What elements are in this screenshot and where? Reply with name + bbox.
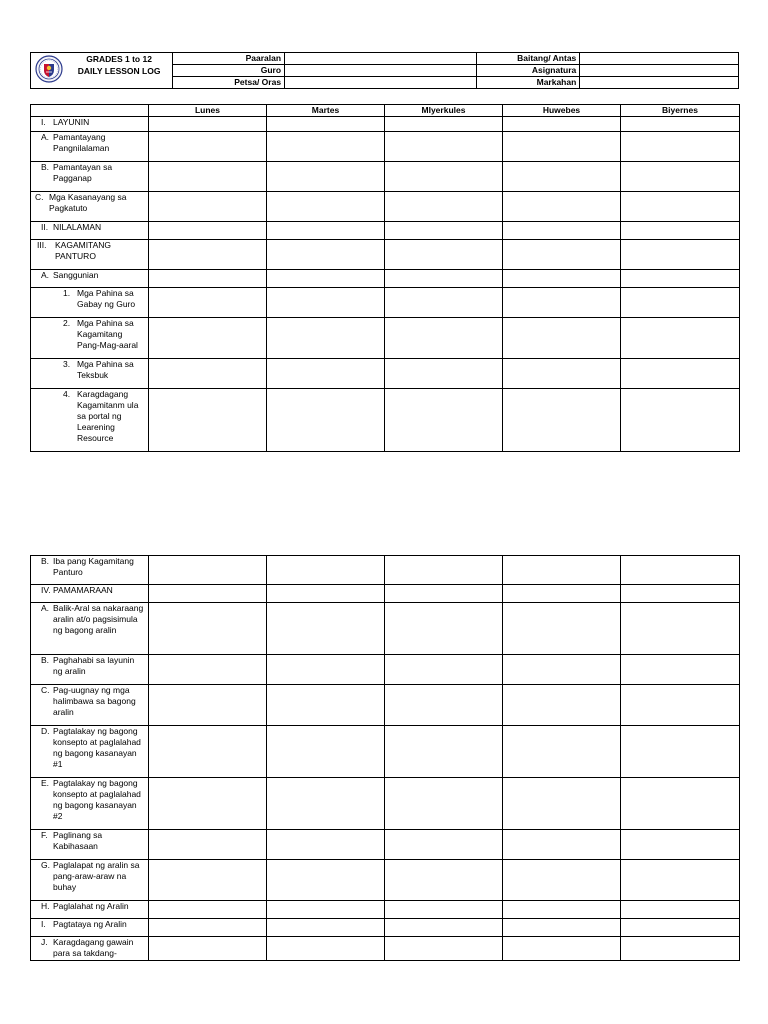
cell-biyernes[interactable] xyxy=(621,685,740,726)
cell-martes[interactable] xyxy=(267,240,385,270)
cell-biyernes[interactable] xyxy=(621,192,740,222)
row-text: Mga Pahina sa Gabay ng Guro xyxy=(77,288,136,309)
table-row xyxy=(31,318,740,359)
row-label-content xyxy=(33,685,144,718)
cell-martes[interactable] xyxy=(267,655,385,685)
cell-martes[interactable] xyxy=(267,132,385,162)
cell-huwebes[interactable] xyxy=(503,778,621,830)
row-label xyxy=(31,318,149,359)
row-label xyxy=(31,556,149,585)
table-row xyxy=(31,585,740,603)
cell-lunes[interactable] xyxy=(149,778,267,830)
table-row xyxy=(31,655,740,685)
row-text: Pagtalakay ng bagong konsepto at paglalahad ng bagong kasanayan #1 xyxy=(53,726,141,769)
row-text: Paglalahat ng Aralin xyxy=(53,901,129,911)
cell-martes[interactable] xyxy=(267,192,385,222)
day-biyernes: Biyernes xyxy=(621,105,740,117)
row-label-content xyxy=(33,585,144,596)
cell-biyernes[interactable] xyxy=(621,778,740,830)
cell-huwebes[interactable] xyxy=(503,937,621,961)
row-label-content xyxy=(33,830,144,852)
cell-biyernes[interactable] xyxy=(621,318,740,359)
cell-lunes[interactable] xyxy=(149,389,267,452)
cell-huwebes[interactable] xyxy=(503,132,621,162)
cell-huwebes[interactable] xyxy=(503,192,621,222)
cell-biyernes[interactable] xyxy=(621,222,740,240)
lesson-table-2-body xyxy=(31,556,740,961)
row-label xyxy=(31,778,149,830)
cell-lunes[interactable] xyxy=(149,603,267,655)
row-label-content xyxy=(33,726,144,770)
field-petsa[interactable] xyxy=(285,77,477,89)
row-label-content xyxy=(33,556,144,578)
cell-biyernes[interactable] xyxy=(621,389,740,452)
cell-lunes[interactable] xyxy=(149,288,267,318)
cell-miyerkules[interactable] xyxy=(385,603,503,655)
lesson-table-1 xyxy=(30,104,740,452)
header-table xyxy=(30,52,739,89)
row-text: Paglalapat ng aralin sa pang-araw-araw na buhay xyxy=(53,860,140,892)
cell-lunes[interactable] xyxy=(149,685,267,726)
cell-miyerkules[interactable] xyxy=(385,685,503,726)
row-number: H. xyxy=(41,901,50,911)
row-number: D. xyxy=(41,726,50,736)
cell-biyernes[interactable] xyxy=(621,901,740,919)
deped-seal xyxy=(31,53,67,89)
row-text: Pamantayan sa Pagganap xyxy=(53,162,113,183)
row-label xyxy=(31,585,149,603)
field-markahan[interactable] xyxy=(580,77,739,89)
row-text: Iba pang Kagamitang Panturo xyxy=(53,556,134,577)
row-label-content xyxy=(33,288,144,310)
label-baitang: Baitang/ Antas xyxy=(476,53,579,65)
cell-miyerkules[interactable] xyxy=(385,901,503,919)
cell-biyernes[interactable] xyxy=(621,860,740,901)
row-number: A. xyxy=(41,270,50,280)
row-number: 3. xyxy=(63,359,71,369)
cell-miyerkules[interactable] xyxy=(385,860,503,901)
row-label xyxy=(31,117,149,132)
row-label xyxy=(31,359,149,389)
row-text: Balik-Aral sa nakaraang aralin at/o pagsisimula ng bagong aralin xyxy=(53,603,144,635)
table-row xyxy=(31,603,740,655)
cell-lunes[interactable] xyxy=(149,860,267,901)
cell-lunes[interactable] xyxy=(149,270,267,288)
row-number: 1. xyxy=(63,288,71,298)
row-number: B. xyxy=(41,162,50,172)
cell-lunes[interactable] xyxy=(149,222,267,240)
row-label-content xyxy=(33,162,144,184)
cell-martes[interactable] xyxy=(267,919,385,937)
cell-biyernes[interactable] xyxy=(621,655,740,685)
cell-huwebes[interactable] xyxy=(503,359,621,389)
table-row xyxy=(31,288,740,318)
cell-martes[interactable] xyxy=(267,937,385,961)
row-label xyxy=(31,919,149,937)
row-text: Paghahabi sa layunin ng aralin xyxy=(53,655,135,676)
row-label-content xyxy=(33,778,144,822)
cell-miyerkules[interactable] xyxy=(385,655,503,685)
row-label xyxy=(31,685,149,726)
row-label xyxy=(31,830,149,860)
row-text: Pag-uugnay ng mga halimbawa sa bagong aralin xyxy=(53,685,136,717)
row-text: Mga Kasanayang sa Pagkatuto xyxy=(49,192,127,213)
field-guro[interactable] xyxy=(285,65,477,77)
cell-huwebes[interactable] xyxy=(503,830,621,860)
row-label-content xyxy=(33,240,144,262)
row-label xyxy=(31,389,149,452)
table-row xyxy=(31,778,740,830)
row-number: 2. xyxy=(63,318,71,328)
row-number: A. xyxy=(41,603,50,613)
cell-miyerkules[interactable] xyxy=(385,288,503,318)
cell-miyerkules[interactable] xyxy=(385,556,503,585)
cell-martes[interactable] xyxy=(267,389,385,452)
lesson-table-1-body xyxy=(31,117,740,452)
row-label xyxy=(31,132,149,162)
table-row xyxy=(31,192,740,222)
cell-lunes[interactable] xyxy=(149,726,267,778)
cell-huwebes[interactable] xyxy=(503,162,621,192)
row-label xyxy=(31,240,149,270)
cell-huwebes[interactable] xyxy=(503,585,621,603)
row-label-content xyxy=(33,860,144,893)
label-asignatura: Asignatura xyxy=(476,65,579,77)
cell-martes[interactable] xyxy=(267,556,385,585)
title-block xyxy=(67,53,172,89)
field-asignatura[interactable] xyxy=(580,65,739,77)
row-text: Mga Pahina sa Teksbuk xyxy=(77,359,134,380)
cell-miyerkules[interactable] xyxy=(385,222,503,240)
day-huwebes: Huwebes xyxy=(503,105,621,117)
row-number: J. xyxy=(41,937,48,947)
row-label xyxy=(31,288,149,318)
cell-huwebes[interactable] xyxy=(503,318,621,359)
cell-biyernes[interactable] xyxy=(621,585,740,603)
cell-miyerkules[interactable] xyxy=(385,132,503,162)
cell-miyerkules[interactable] xyxy=(385,830,503,860)
row-number: G. xyxy=(41,860,50,870)
cell-huwebes[interactable] xyxy=(503,240,621,270)
table-row xyxy=(31,685,740,726)
cell-huwebes[interactable] xyxy=(503,222,621,240)
row-number: I. xyxy=(41,919,46,929)
row-text: LAYUNIN xyxy=(53,117,90,127)
cell-miyerkules[interactable] xyxy=(385,389,503,452)
cell-huwebes[interactable] xyxy=(503,556,621,585)
row-label xyxy=(31,270,149,288)
cell-martes[interactable] xyxy=(267,270,385,288)
cell-martes[interactable] xyxy=(267,778,385,830)
cell-biyernes[interactable] xyxy=(621,603,740,655)
field-baitang[interactable] xyxy=(580,53,739,65)
row-label xyxy=(31,860,149,901)
cell-biyernes[interactable] xyxy=(621,556,740,585)
table-row xyxy=(31,117,740,132)
row-number: B. xyxy=(41,655,50,665)
cell-biyernes[interactable] xyxy=(621,132,740,162)
cell-lunes[interactable] xyxy=(149,919,267,937)
cell-huwebes[interactable] xyxy=(503,655,621,685)
grades-title: GRADES 1 to 12 xyxy=(86,54,152,64)
row-text: Paglinang sa Kabihasaan xyxy=(53,830,103,851)
cell-lunes[interactable] xyxy=(149,556,267,585)
row-label-content xyxy=(33,270,144,281)
day-lunes: Lunes xyxy=(149,105,267,117)
table-row xyxy=(31,389,740,452)
row-text: Sanggunian xyxy=(53,270,99,280)
row-text: NILALAMAN xyxy=(53,222,102,232)
row-label-content xyxy=(33,318,144,351)
table-row xyxy=(31,919,740,937)
cell-martes[interactable] xyxy=(267,318,385,359)
row-label xyxy=(31,655,149,685)
table-row xyxy=(31,901,740,919)
table-row xyxy=(31,726,740,778)
row-label-content xyxy=(33,655,144,677)
day-miyerkules: MIyerkules xyxy=(385,105,503,117)
row-label-content xyxy=(33,359,144,381)
cell-miyerkules[interactable] xyxy=(385,919,503,937)
row-number: 4. xyxy=(63,389,71,399)
cell-martes[interactable] xyxy=(267,726,385,778)
table-row xyxy=(31,270,740,288)
table-row xyxy=(31,556,740,585)
lesson-table-2 xyxy=(30,555,740,961)
cell-lunes[interactable] xyxy=(149,901,267,919)
cell-huwebes[interactable] xyxy=(503,117,621,132)
cell-lunes[interactable] xyxy=(149,585,267,603)
row-number: E. xyxy=(41,778,50,788)
table-row xyxy=(31,162,740,192)
row-text: Karagdagang Kagamitanm ula sa portal ng Learening Resource xyxy=(77,389,139,443)
cell-miyerkules[interactable] xyxy=(385,162,503,192)
row-number: I. xyxy=(41,117,46,127)
day-header-row xyxy=(31,105,740,117)
cell-biyernes[interactable] xyxy=(621,919,740,937)
cell-martes[interactable] xyxy=(267,117,385,132)
cell-lunes[interactable] xyxy=(149,359,267,389)
corner-cell xyxy=(31,105,149,117)
cell-miyerkules[interactable] xyxy=(385,192,503,222)
row-label xyxy=(31,937,149,961)
cell-biyernes[interactable] xyxy=(621,830,740,860)
cell-miyerkules[interactable] xyxy=(385,240,503,270)
row-text: Mga Pahina sa Kagamitang Pang-Mag-aaral xyxy=(77,318,138,350)
row-number: A. xyxy=(41,132,50,142)
cell-biyernes[interactable] xyxy=(621,240,740,270)
cell-lunes[interactable] xyxy=(149,192,267,222)
table-row xyxy=(31,860,740,901)
cell-miyerkules[interactable] xyxy=(385,778,503,830)
row-label-content xyxy=(33,603,144,636)
table-row xyxy=(31,132,740,162)
row-label-content xyxy=(33,192,144,214)
cell-lunes[interactable] xyxy=(149,132,267,162)
cell-huwebes[interactable] xyxy=(503,288,621,318)
row-label xyxy=(31,726,149,778)
cell-miyerkules[interactable] xyxy=(385,117,503,132)
cell-martes[interactable] xyxy=(267,288,385,318)
cell-miyerkules[interactable] xyxy=(385,726,503,778)
cell-miyerkules[interactable] xyxy=(385,318,503,359)
cell-huwebes[interactable] xyxy=(503,603,621,655)
row-label xyxy=(31,222,149,240)
day-martes: Martes xyxy=(267,105,385,117)
row-label-content xyxy=(33,222,144,233)
field-paaralan[interactable] xyxy=(285,53,477,65)
cell-biyernes[interactable] xyxy=(621,726,740,778)
row-text: Pagtataya ng Aralin xyxy=(53,919,127,929)
cell-huwebes[interactable] xyxy=(503,270,621,288)
cell-miyerkules[interactable] xyxy=(385,359,503,389)
cell-huwebes[interactable] xyxy=(503,901,621,919)
row-number: B. xyxy=(41,556,50,566)
cell-huwebes[interactable] xyxy=(503,919,621,937)
cell-martes[interactable] xyxy=(267,830,385,860)
cell-martes[interactable] xyxy=(267,222,385,240)
row-label-content xyxy=(33,117,144,128)
cell-lunes[interactable] xyxy=(149,655,267,685)
cell-huwebes[interactable] xyxy=(503,860,621,901)
cell-lunes[interactable] xyxy=(149,162,267,192)
row-number: C. xyxy=(35,192,44,202)
row-label-content xyxy=(33,389,144,444)
cell-huwebes[interactable] xyxy=(503,389,621,452)
table-row xyxy=(31,830,740,860)
cell-martes[interactable] xyxy=(267,359,385,389)
label-guro: Guro xyxy=(172,65,284,77)
cell-biyernes[interactable] xyxy=(621,937,740,961)
row-number: C. xyxy=(41,685,50,695)
row-label-content xyxy=(33,937,144,959)
cell-biyernes[interactable] xyxy=(621,270,740,288)
cell-martes[interactable] xyxy=(267,603,385,655)
cell-martes[interactable] xyxy=(267,901,385,919)
cell-biyernes[interactable] xyxy=(621,117,740,132)
row-label-content xyxy=(33,901,144,912)
row-number: IV. xyxy=(41,585,51,595)
row-text: Pagtalakay ng bagong konsepto at paglalahad ng bagong kasanayan #2 xyxy=(53,778,141,821)
cell-miyerkules[interactable] xyxy=(385,585,503,603)
cell-biyernes[interactable] xyxy=(621,288,740,318)
row-text: Karagdagang gawain para sa takdang- xyxy=(53,937,134,958)
row-label xyxy=(31,603,149,655)
row-label xyxy=(31,162,149,192)
table-row xyxy=(31,222,740,240)
cell-lunes[interactable] xyxy=(149,937,267,961)
label-markahan: Markahan xyxy=(476,77,579,89)
row-number: III. xyxy=(37,240,47,250)
cell-biyernes[interactable] xyxy=(621,162,740,192)
cell-lunes[interactable] xyxy=(149,830,267,860)
row-text: PAMAMARAAN xyxy=(53,585,113,595)
deped-seal-icon xyxy=(35,55,63,83)
cell-martes[interactable] xyxy=(267,860,385,901)
table-row xyxy=(31,240,740,270)
cell-miyerkules[interactable] xyxy=(385,937,503,961)
label-paaralan: Paaralan xyxy=(172,53,284,65)
cell-biyernes[interactable] xyxy=(621,359,740,389)
cell-martes[interactable] xyxy=(267,685,385,726)
dll-title: DAILY LESSON LOG xyxy=(77,66,161,76)
cell-lunes[interactable] xyxy=(149,117,267,132)
row-label xyxy=(31,192,149,222)
row-number: F. xyxy=(41,830,48,840)
cell-lunes[interactable] xyxy=(149,240,267,270)
cell-martes[interactable] xyxy=(267,585,385,603)
table-row xyxy=(31,359,740,389)
cell-lunes[interactable] xyxy=(149,318,267,359)
cell-miyerkules[interactable] xyxy=(385,270,503,288)
cell-martes[interactable] xyxy=(267,162,385,192)
row-label-content xyxy=(33,919,144,930)
cell-huwebes[interactable] xyxy=(503,726,621,778)
row-number: II. xyxy=(41,222,49,232)
row-text: KAGAMITANG PANTURO xyxy=(55,240,112,261)
row-label xyxy=(31,901,149,919)
label-petsa: Petsa/ Oras xyxy=(172,77,284,89)
row-text: Pamantayang Pangnilalaman xyxy=(53,132,110,153)
cell-huwebes[interactable] xyxy=(503,685,621,726)
row-label-content xyxy=(33,132,144,154)
table-row xyxy=(31,937,740,961)
